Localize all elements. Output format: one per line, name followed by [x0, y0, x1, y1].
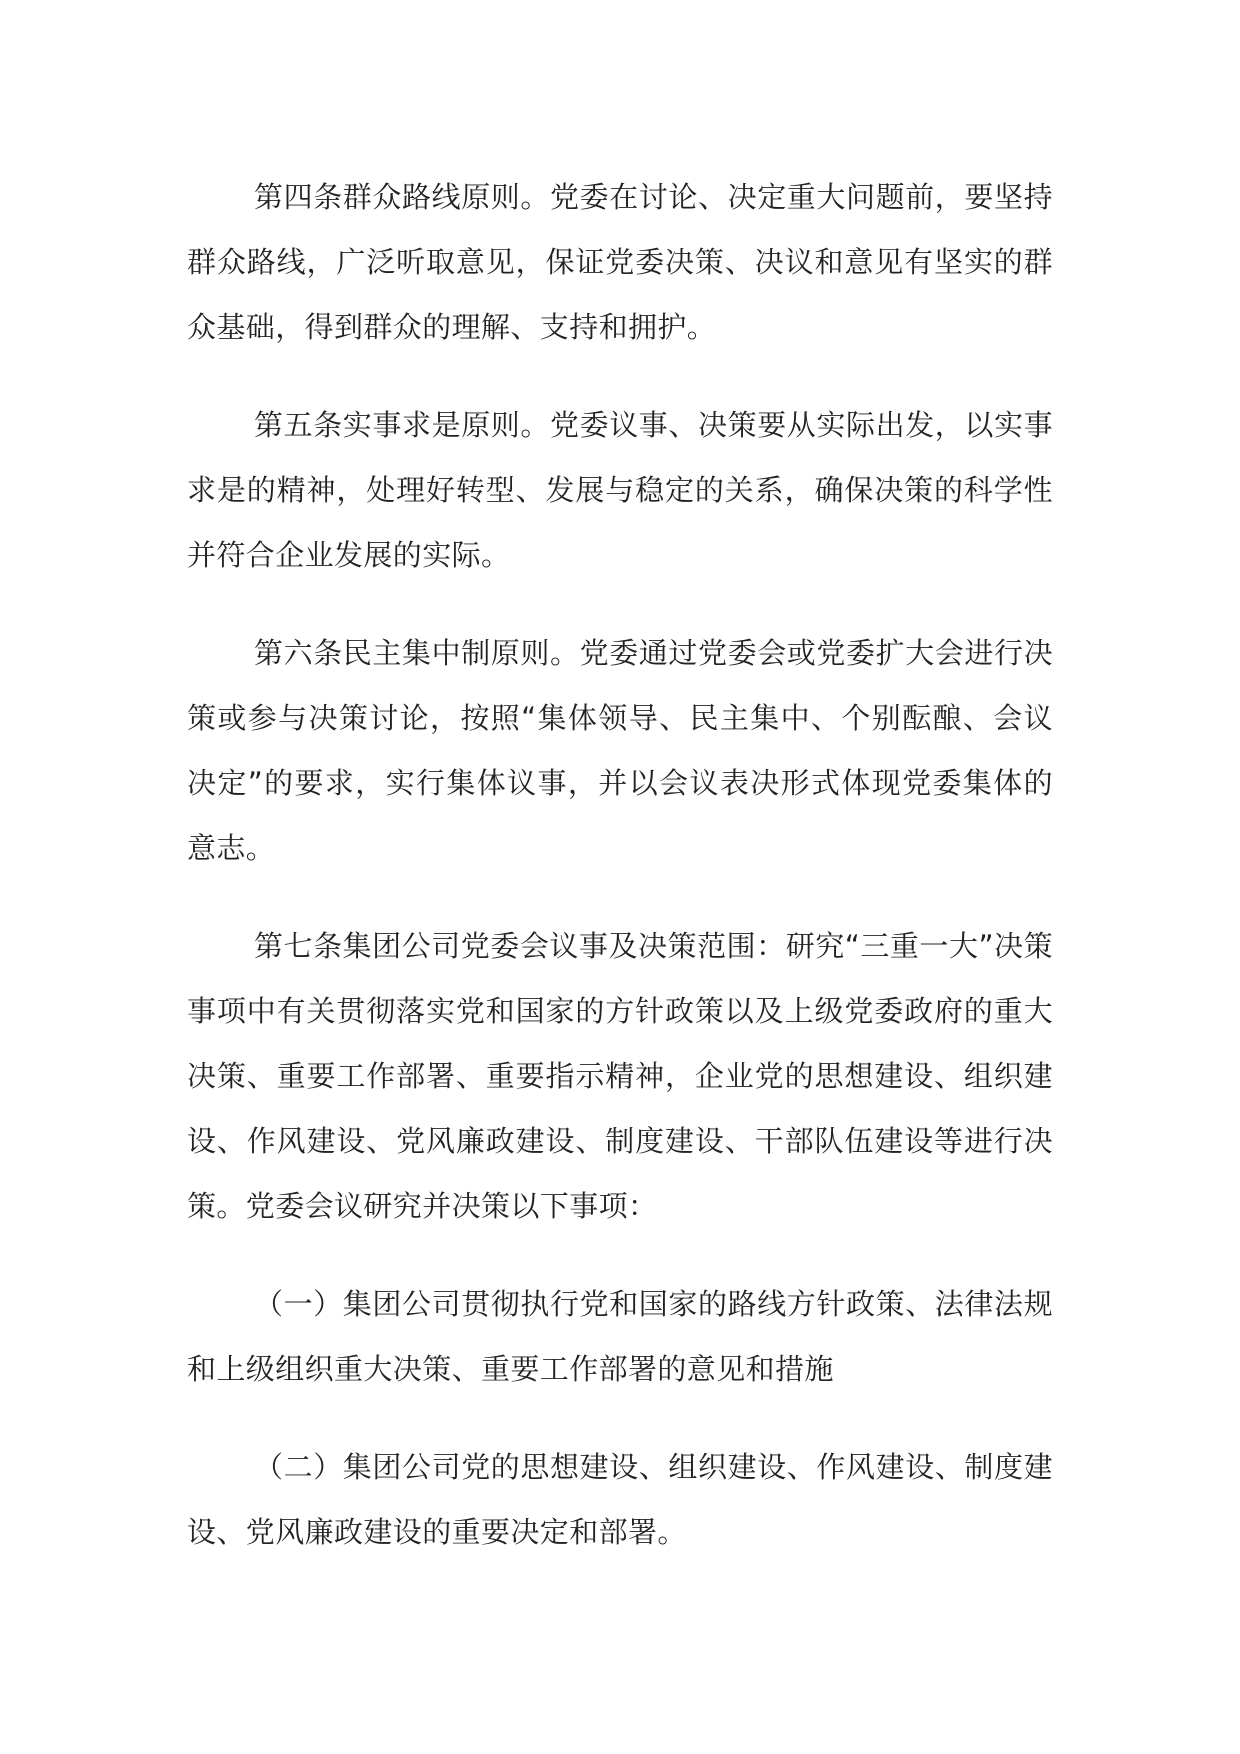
document-body [187, 165, 1053, 1565]
article-4-paragraph: 第四条群众路线原则。党委在讨论、决定重大问题前，要坚持群众路线，广泛听取意见，保证党委决策、决议和意见有坚实的群众基础，得到群众的理解、支持和拥护。 [187, 180, 1053, 344]
article-7-paragraph: 第七条集团公司党委会议事及决策范围：研究“三重一大”决策事项中有关贯彻落实党和国家的方针政策以及上级党委政府的重大决策、重要工作部署、重要指示精神，企业党的思想建设、组织建设、作风建设、党风廉政建设、制度建设、干部队伍建设等进行决策。党委会议研究并决策以下事项： [187, 929, 1053, 1223]
article-5-paragraph: 第五条实事求是原则。党委议事、决策要从实际出发，以实事求是的精神，处理好转型、发展与稳定的关系，确保决策的科学性并符合企业发展的实际。 [187, 408, 1053, 572]
item-2-paragraph: （二）集团公司党的思想建设、组织建设、作风建设、制度建设、党风廉政建设的重要决定和部署。 [187, 1450, 1053, 1549]
article-6-paragraph: 第六条民主集中制原则。党委通过党委会或党委扩大会进行决策或参与决策讨论，按照“集体领导、民主集中、个别酝酿、会议决定”的要求，实行集体议事，并以会议表决形式体现党委集体的意志。 [187, 636, 1054, 865]
item-1-paragraph: （一）集团公司贯彻执行党和国家的路线方针政策、法律法规和上级组织重大决策、重要工作部署的意见和措施 [187, 1287, 1053, 1386]
